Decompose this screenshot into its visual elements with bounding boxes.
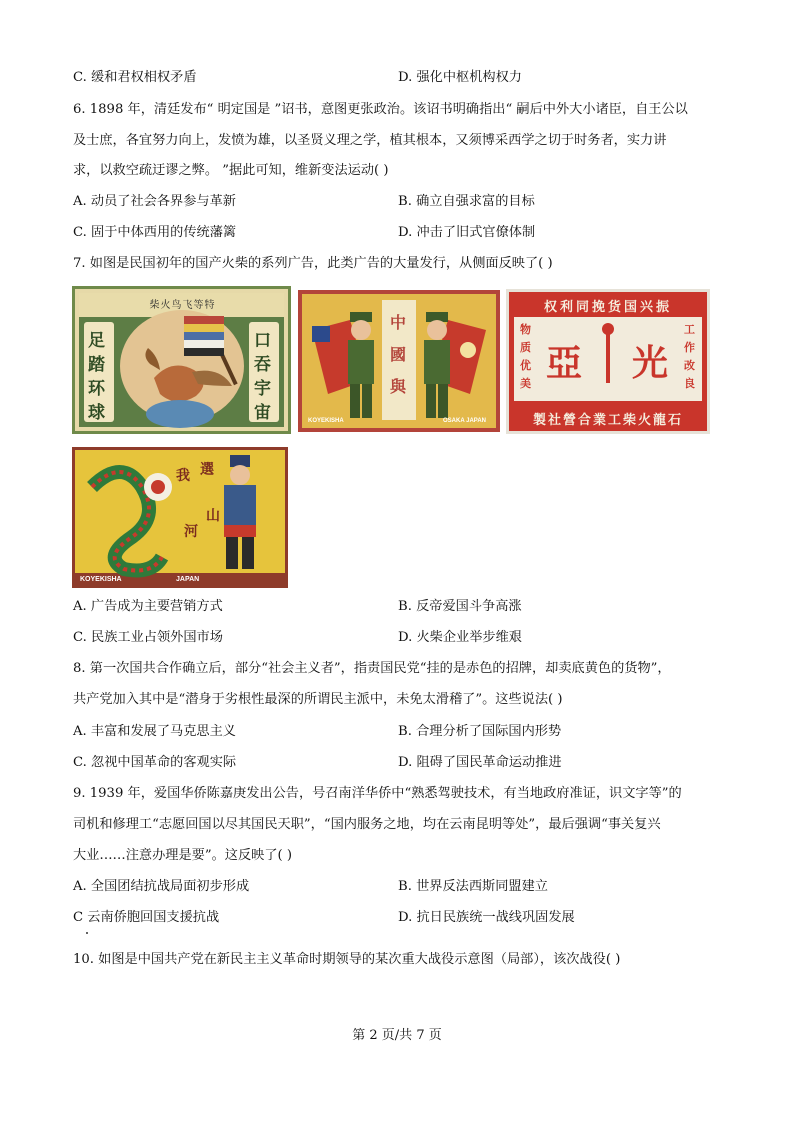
box4-char-2: 選 xyxy=(200,462,214,478)
q9-stem-line1: 9. 1939 年，爱国华侨陈嘉庚发出公告，号召南洋华侨中“熟悉驾驶技术，有当地政府准证，识文字等”的 xyxy=(73,786,682,801)
box3-bottom-text: 製社營合業工柴火龍石 xyxy=(532,413,683,428)
box1-char-right-1: 口 xyxy=(254,331,271,351)
box2-char-2: 國 xyxy=(390,345,407,364)
matchbox-bird-image xyxy=(72,286,291,434)
q6-option-a: A. 动员了社会各界参与革新 xyxy=(73,194,236,209)
matchbox-dragon-image xyxy=(72,447,288,588)
box1-char-right-4: 宙 xyxy=(254,403,271,423)
q7-option-c: C. 民族工业占领外国市场 xyxy=(73,630,223,645)
box1-top-text: 柴火鸟飞等特 xyxy=(149,300,216,311)
q6-option-d: D. 冲击了旧式官僚体制 xyxy=(398,225,536,240)
matchbox-soldiers-image xyxy=(298,290,500,432)
box2-caption-right: OSAKA JAPAN xyxy=(443,418,487,424)
q8-option-c: C. 忽视中国革命的客观实际 xyxy=(73,755,237,770)
q8-option-d: D. 阻碍了国民革命运动推进 xyxy=(398,755,562,770)
q8-stem-line2: 共产党加入其中是“潜身于劣根性最深的所谓民主派中，未免太滑稽了”。这些说法( ) xyxy=(73,692,563,707)
q7-option-a: A. 广告成为主要营销方式 xyxy=(73,599,223,614)
q9-option-c: C 云南侨胞回国支援抗战 xyxy=(73,910,220,925)
box3-big-char-right: 光 xyxy=(632,342,669,384)
q6-option-b: B. 确立自强求富的目标 xyxy=(398,194,535,209)
box3-right-char-2: 作 xyxy=(684,341,695,354)
q6-option-c: C. 固于中体西用的传统藩篱 xyxy=(73,225,237,240)
box3-right-char-4: 良 xyxy=(684,377,695,390)
box4-caption-right: JAPAN xyxy=(176,576,200,583)
box1-char-left-3: 环 xyxy=(88,379,105,399)
box3-big-char-left: 亞 xyxy=(546,342,583,384)
box3-left-char-4: 美 xyxy=(520,377,531,390)
q7-option-b: B. 反帝爱国斗争高涨 xyxy=(398,599,522,614)
box1-char-left-2: 踏 xyxy=(88,355,105,375)
box4-char-4: 山 xyxy=(206,508,220,524)
matchbox-yaguang-image xyxy=(506,289,710,434)
q9-option-d: D. 抗日民族统一战线巩固发展 xyxy=(398,910,575,925)
q9-stem-line2: 司机和修理工“志愿回国以尽其国民天职”，“国内服务之地，均在云南昆明等处”，最后强调“事关复兴 xyxy=(73,817,661,832)
box2-char-3: 與 xyxy=(390,377,407,396)
box3-right-char-3: 改 xyxy=(684,359,695,372)
box2-caption-left: KOYEKISHA xyxy=(308,418,344,424)
box1-char-left-1: 足 xyxy=(88,331,105,351)
q9-option-a: A. 全国团结抗战局面初步形成 xyxy=(73,879,250,894)
q6-stem-line3: 求，以救空疏迂谬之弊。 ”据此可知，维新变法运动( ) xyxy=(73,163,389,178)
box2-char-1: 中 xyxy=(390,313,407,332)
box4-caption-left: KOYEKISHA xyxy=(80,576,122,583)
box3-left-char-3: 优 xyxy=(520,359,531,372)
box4-char-3: 河 xyxy=(184,524,198,540)
q6-stem-line1: 6. 1898 年，清廷发布“ 明定国是 ”诏书，意图更张政治。该诏书明确指出“ 嗣后中外大小诸臣，自王公以 xyxy=(73,102,688,117)
box3-left-char-2: 质 xyxy=(520,341,531,354)
box3-left-char-1: 物 xyxy=(520,323,531,336)
stray-mark xyxy=(86,932,88,934)
q9-option-b: B. 世界反法西斯同盟建立 xyxy=(398,879,548,894)
box1-char-right-3: 宇 xyxy=(254,379,271,399)
q8-option-a: A. 丰富和发展了马克思主义 xyxy=(73,724,236,739)
q5-option-c: C. 缓和君权相权矛盾 xyxy=(73,70,197,85)
q7-stem: 7. 如图是民国初年的国产火柴的系列广告，此类广告的大量发行，从侧面反映了( ) xyxy=(73,256,553,271)
box1-char-right-2: 吞 xyxy=(254,355,271,375)
q5-option-d: D. 强化中枢机构权力 xyxy=(398,70,522,85)
box3-top-text: 权利同挽货国兴振 xyxy=(543,300,672,315)
q8-stem-line1: 8. 第一次国共合作确立后，部分“社会主义者”，指责国民党“挂的是赤色的招牌，却卖底黄色的货物”， xyxy=(73,661,671,676)
box1-char-left-4: 球 xyxy=(88,403,105,423)
q8-option-b: B. 合理分析了国际国内形势 xyxy=(398,724,562,739)
q10-stem: 10. 如图是中国共产党在新民主主义革命时期领导的某次重大战役示意图（局部），该次战役( ) xyxy=(73,952,621,967)
box3-right-char-1: 工 xyxy=(684,323,695,336)
q9-stem-line3: 大业……注意办理是要”。这反映了( ) xyxy=(73,848,293,863)
q6-stem-line2: 及士庶，各宜努力向上，发愤为雄，以圣贤义理之学，植其根本，又须博采西学之切于时务者，实力讲 xyxy=(73,133,667,148)
page-footer: 第 2 页/共 7 页 xyxy=(352,1028,442,1043)
box4-char-1: 我 xyxy=(176,468,190,484)
q7-option-d: D. 火柴企业举步维艰 xyxy=(398,630,522,645)
